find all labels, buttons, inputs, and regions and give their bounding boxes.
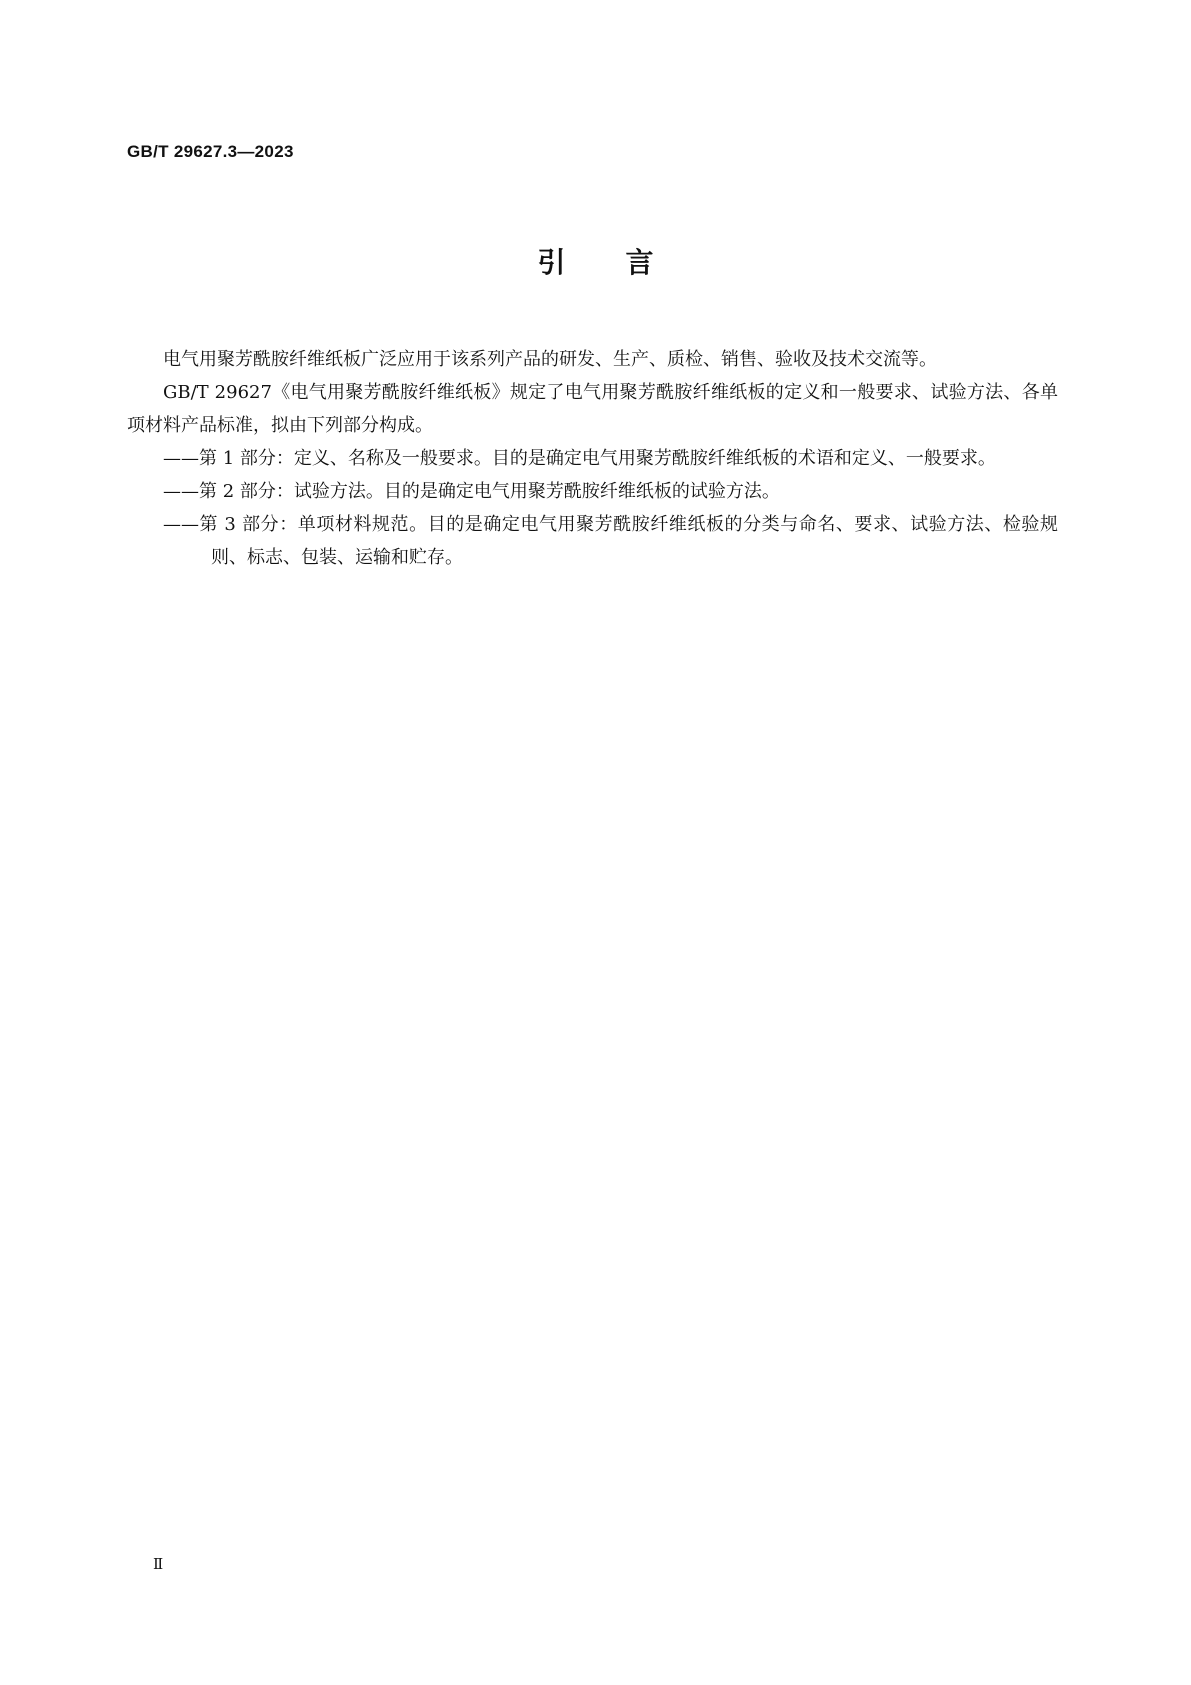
intro-paragraph-2: GB/T 29627《电气用聚芳酰胺纤维纸板》规定了电气用聚芳酰胺纤维纸板的定义和一般要求、试验方法、各单项材料产品标准，拟由下列部分构成。 <box>127 382 1058 436</box>
part-list-item-1: ——第 1 部分：定义、名称及一般要求。目的是确定电气用聚芳酰胺纤维纸板的术语和定义、一般要求。 <box>163 448 996 469</box>
part-list-item-2: ——第 2 部分：试验方法。目的是确定电气用聚芳酰胺纤维纸板的试验方法。 <box>163 481 780 502</box>
part-list-item-3: ——第 3 部分：单项材料规范。目的是确定电气用聚芳酰胺纤维纸板的分类与命名、要求、试验方法、检验规则、标志、包装、运输和贮存。 <box>163 514 1058 568</box>
title-char-2: 言 <box>625 246 654 279</box>
standard-code: GB/T 29627.3—2023 <box>127 142 294 161</box>
title-char-1: 引 <box>537 246 566 279</box>
intro-paragraph-1: 电气用聚芳酰胺纤维纸板广泛应用于该系列产品的研发、生产、质检、销售、验收及技术交流等。 <box>163 349 937 370</box>
page-number: Ⅱ <box>153 1555 164 1573</box>
document-body <box>127 343 1058 574</box>
page-title <box>0 243 1191 283</box>
